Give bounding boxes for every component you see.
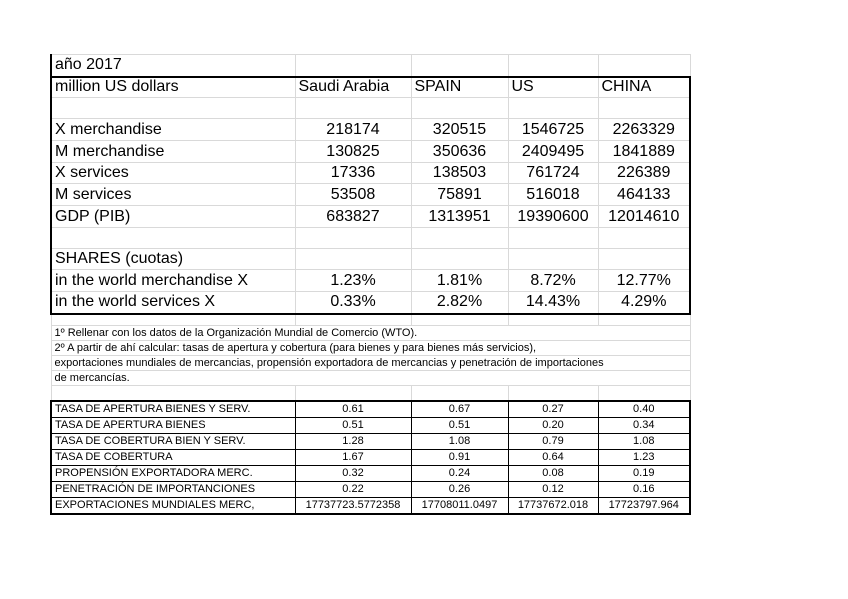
table-row [51,184,690,206]
header-row [51,77,690,98]
cell-value[interactable]: 683827 [295,206,411,228]
table-row [51,433,690,449]
note-row [51,326,690,341]
table-row [51,292,690,314]
cell-value[interactable]: 1.23% [295,270,411,292]
cell-value[interactable]: 464133 [598,184,690,206]
cell-value[interactable]: 12014610 [598,206,690,228]
table-row [51,401,690,418]
table-row [51,465,690,481]
row-label[interactable]: M merchandise [51,141,295,163]
cell-value[interactable]: 12.77% [598,270,690,292]
cell-value[interactable]: 1.08 [598,433,690,449]
cell-value[interactable]: 4.29% [598,292,690,314]
country-header[interactable]: US [508,77,598,98]
note-text[interactable]: exportaciones mundiales de mercancias, propensión exportadora de mercancias y penetración de importaciones [51,356,690,371]
table-row [51,119,690,141]
cell-value[interactable]: 226389 [598,163,690,184]
cell-value[interactable]: 0.91 [411,449,508,465]
note-row [51,341,690,356]
note-text[interactable]: de mercancías. [51,371,690,386]
cell-value[interactable]: 0.16 [598,481,690,497]
row-label[interactable]: TASA DE APERTURA BIENES Y SERV. [51,401,295,418]
cell-value[interactable]: 0.26 [411,481,508,497]
table-row [51,481,690,497]
table-row [51,449,690,465]
row-label[interactable]: M services [51,184,295,206]
cell-value[interactable]: 0.40 [598,401,690,418]
cell-value[interactable]: 138503 [411,163,508,184]
table-row [51,417,690,433]
cell-value[interactable]: 17708011.0497 [411,497,508,514]
table-row [51,270,690,292]
cell-value[interactable]: 1546725 [508,119,598,141]
cell-value[interactable]: 0.24 [411,465,508,481]
cell-value[interactable]: 53508 [295,184,411,206]
note-row [51,356,690,371]
cell-value[interactable]: 0.12 [508,481,598,497]
country-header[interactable]: CHINA [598,77,690,98]
spacer-row [51,228,690,249]
row-label[interactable]: TASA DE COBERTURA [51,449,295,465]
spreadsheet [50,54,689,515]
note-text[interactable]: 1º Rellenar con los datos de la Organización Mundial de Comercio (WTO). [51,326,690,341]
row-label[interactable]: GDP (PIB) [51,206,295,228]
cell-value[interactable]: 0.34 [598,417,690,433]
cell-value[interactable]: 14.43% [508,292,598,314]
row-label[interactable]: TASA DE COBERTURA BIEN Y SERV. [51,433,295,449]
cell-value[interactable]: 0.61 [295,401,411,418]
row-label[interactable]: in the world merchandise X [51,270,295,292]
row-label[interactable]: X services [51,163,295,184]
cell-value[interactable]: 0.27 [508,401,598,418]
cell-value[interactable]: 0.33% [295,292,411,314]
cell-value[interactable]: 0.22 [295,481,411,497]
cell-value[interactable]: 350636 [411,141,508,163]
cell-value[interactable]: 320515 [411,119,508,141]
country-header[interactable]: SPAIN [411,77,508,98]
spacer-row [51,314,690,326]
country-header[interactable]: Saudi Arabia [295,77,411,98]
shares-header-row [51,249,690,270]
cell-value[interactable]: 1.23 [598,449,690,465]
cell-value[interactable]: 1841889 [598,141,690,163]
cell-value[interactable]: 1.08 [411,433,508,449]
cell-value[interactable]: 17723797.964 [598,497,690,514]
cell-value[interactable]: 2.82% [411,292,508,314]
cell-value[interactable]: 0.19 [598,465,690,481]
cell-value[interactable]: 1313951 [411,206,508,228]
shares-label[interactable]: SHARES (cuotas) [51,249,295,270]
cell-value[interactable]: 17737672.018 [508,497,598,514]
cell-value[interactable]: 2263329 [598,119,690,141]
row-label[interactable]: in the world services X [51,292,295,314]
table-row [51,141,690,163]
cell-value[interactable]: 17737723.5772358 [295,497,411,514]
cell-value[interactable]: 0.51 [295,417,411,433]
data-table [50,54,691,515]
note-text[interactable]: 2º A partir de ahí calcular: tasas de apertura y cobertura (para bienes y para bienes más servicios), [51,341,690,356]
row-label[interactable]: PROPENSIÓN EXPORTADORA MERC. [51,465,295,481]
cell-value[interactable]: 1.67 [295,449,411,465]
cell-value[interactable]: 1.28 [295,433,411,449]
cell-value[interactable]: 218174 [295,119,411,141]
row-label[interactable]: PENETRACIÓN DE IMPORTANCIONES [51,481,295,497]
cell-value[interactable]: 0.79 [508,433,598,449]
table-row [51,206,690,228]
cell-value[interactable]: 0.67 [411,401,508,418]
cell-value[interactable]: 0.20 [508,417,598,433]
table-row [51,163,690,184]
table-row [51,497,690,514]
cell-value[interactable]: 0.51 [411,417,508,433]
cell-value[interactable]: 2409495 [508,141,598,163]
cell-value[interactable]: 130825 [295,141,411,163]
cell-value[interactable]: 0.32 [295,465,411,481]
row-label[interactable]: TASA DE APERTURA BIENES [51,417,295,433]
cell-value[interactable]: 75891 [411,184,508,206]
units-label[interactable]: million US dollars [51,77,295,98]
cell-value[interactable]: 19390600 [508,206,598,228]
cell-value[interactable]: 0.08 [508,465,598,481]
spacer-row [51,386,690,401]
cell-value[interactable]: 516018 [508,184,598,206]
year-row [51,55,690,77]
year-label[interactable]: año 2017 [51,55,295,77]
row-label[interactable]: EXPORTACIONES MUNDIALES MERC, [51,497,295,514]
cell-value[interactable]: 761724 [508,163,598,184]
cell-value[interactable]: 0.64 [508,449,598,465]
spacer-row [51,98,690,119]
cell-value[interactable]: 1.81% [411,270,508,292]
note-row [51,371,690,386]
row-label[interactable]: X merchandise [51,119,295,141]
cell-value[interactable]: 17336 [295,163,411,184]
cell-value[interactable]: 8.72% [508,270,598,292]
